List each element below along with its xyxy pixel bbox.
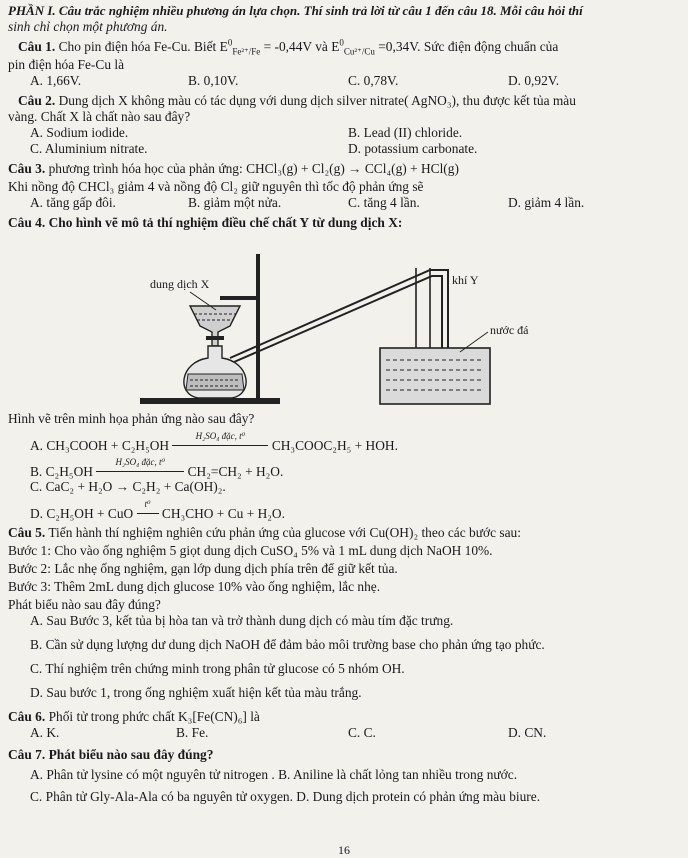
- question-5-option-a[interactable]: A. Sau Bước 3, kết tủa bị hòa tan và trở thành dung dịch có màu tím đặc trưng.: [30, 613, 454, 628]
- question-4-number: Câu 4.: [8, 215, 46, 230]
- question-1-stem: [18, 37, 559, 57]
- question-3-option-b[interactable]: B. giảm một nửa.: [188, 195, 282, 210]
- question-6-stem: [8, 710, 260, 723]
- question-1-text: Cho pin điện hóa Fe-Cu. Biết E: [58, 39, 228, 54]
- option-a-products: CH₃COOC₂H₅ + HOH.: [271, 438, 398, 453]
- option-b-arrow: [96, 458, 184, 478]
- question-2-number: Câu 2.: [18, 93, 56, 108]
- question-2-option-d[interactable]: D. potassium carbonate.: [348, 141, 478, 156]
- question-5-text: Tiến hành thí nghiệm nghiên cứu phản ứng của glucose với Cu(OH)₂ theo các bước sau:: [48, 525, 521, 540]
- stand-rod: [256, 254, 260, 404]
- question-7-stem: [8, 748, 213, 761]
- option-d-products: CH₃CHO + Cu + H₂O.: [161, 506, 285, 521]
- question-3-option-a[interactable]: A. tăng gấp đôi.: [30, 195, 116, 210]
- question-2-option-a[interactable]: A. Sodium iodide.: [30, 125, 129, 140]
- e1-value: = -0,44V: [263, 39, 312, 54]
- question-6-option-c[interactable]: C. C.: [348, 725, 376, 740]
- e2-sub: Cu²⁺/Cu: [343, 46, 375, 57]
- option-d-condition: t⁰: [144, 499, 151, 509]
- option-a-condition: H₂SO₄ đặc, t⁰: [195, 431, 246, 441]
- question-1-option-a[interactable]: A. 1,66V.: [30, 73, 82, 88]
- question-4-option-b[interactable]: [30, 458, 283, 478]
- question-1-option-b[interactable]: B. 0,10V.: [188, 73, 239, 88]
- question-6-text: Phối tử trong phức chất K₃[Fe(CN)₆] là: [48, 709, 260, 724]
- question-7-options-cd[interactable]: C. Phân tử Gly-Ala-Ala có ba nguyên tử oxygen. D. Dung dịch protein có phản ứng màu biure.: [30, 789, 541, 804]
- e2-sup: 0: [339, 37, 344, 48]
- e2-prefix: và E: [315, 39, 340, 54]
- question-4-option-d[interactable]: [30, 500, 285, 520]
- question-6-number: Câu 6.: [8, 709, 46, 724]
- stand-base: [140, 398, 280, 404]
- question-2-stem-2: vàng. Chất X là chất nào sau đây?: [8, 109, 191, 124]
- distillation-apparatus-figure: [130, 248, 570, 408]
- question-1-option-c[interactable]: C. 0,78V.: [348, 73, 399, 88]
- question-1-number: Câu 1.: [18, 39, 56, 54]
- stand-clamp: [220, 296, 260, 300]
- question-1-option-d[interactable]: D. 0,92V.: [508, 73, 560, 88]
- question-4-text: Cho hình vẽ mô tả thí nghiệm điều chế chất Y từ dung dịch X:: [48, 215, 403, 230]
- label-khi-y: khí Y: [452, 273, 479, 287]
- page-number: 16: [338, 843, 350, 857]
- e1-sup: 0: [227, 37, 233, 48]
- option-a-reactants: A. CH₃COOH + C₂H₅OH: [30, 438, 170, 453]
- section-header-line1: PHẦN I. Câu trắc nghiệm nhiều phương án lựa chọn. Thí sinh trả lời từ câu 1 đến câu 18. Mỗi câu hỏi thí: [8, 3, 583, 18]
- question-7-number: Câu 7.: [8, 747, 46, 762]
- question-3-option-c[interactable]: C. tăng 4 lần.: [348, 195, 420, 210]
- question-3-text: phương trình hóa học của phản ứng: CHCl₃(g) + Cl₂(g) → CCl₄(g) + HCl(g): [48, 161, 459, 176]
- question-5-number: Câu 5.: [8, 525, 46, 540]
- question-6-option-a[interactable]: A. K.: [30, 725, 60, 740]
- label-dung-dich-x: dung dịch X: [150, 277, 210, 291]
- ice-bath: [380, 348, 490, 404]
- question-4-ask: Hình vẽ trên minh họa phản ứng nào sau đây?: [8, 411, 255, 426]
- question-5-option-b[interactable]: B. Cần sử dụng lượng dư dung dịch NaOH để đảm bảo môi trường base cho phản ứng tạo phức.: [30, 637, 545, 652]
- option-b-condition: H₂SO₄ đặc, t⁰: [115, 457, 166, 467]
- question-5-option-d[interactable]: D. Sau bước 1, trong ống nghiệm xuất hiện kết tủa màu trắng.: [30, 685, 362, 700]
- option-b-products: CH₂=CH₂ + H₂O.: [187, 464, 284, 479]
- section-header-line2: sinh chỉ chọn một phương án.: [8, 19, 168, 34]
- option-a-arrow: [172, 432, 268, 452]
- question-5-stem: [8, 526, 521, 539]
- question-3-stem-2: Khi nồng độ CHCl₃ giảm 4 và nồng độ Cl₂ giữ nguyên thì tốc độ phản ứng sẽ: [8, 179, 424, 194]
- question-5-step-2: Bước 2: Lắc nhẹ ống nghiệm, gạn lớp dung dịch phía trên để giữ kết tủa.: [8, 561, 398, 576]
- question-3-option-d[interactable]: D. giảm 4 lần.: [508, 195, 585, 210]
- question-6-option-d[interactable]: D. CN.: [508, 725, 547, 740]
- option-d-arrow: [137, 500, 159, 520]
- option-d-reactants: D. C₂H₅OH + CuO: [30, 506, 134, 521]
- label-nuoc-da: nước đá: [490, 323, 529, 337]
- question-2-option-b[interactable]: B. Lead (II) chloride.: [348, 125, 463, 140]
- question-5-step-1: Bước 1: Cho vào ống nghiệm 5 giọt dung dịch CuSO₄ 5% và 1 mL dung dịch NaOH 10%.: [8, 543, 493, 558]
- question-6-option-b[interactable]: B. Fe.: [176, 725, 209, 740]
- e2-value: =0,34V. Sức điện động chuẩn của: [378, 39, 559, 54]
- question-4-stem: [8, 216, 402, 229]
- question-5-ask: Phát biểu nào sau đây đúng?: [8, 597, 161, 612]
- e1-sub: Fe²⁺/Fe: [232, 46, 261, 57]
- question-7-text: Phát biểu nào sau đây đúng?: [48, 747, 214, 762]
- option-b-reactants: B. C₂H₅OH: [30, 464, 93, 479]
- question-2-stem: [18, 94, 576, 107]
- question-5-option-c[interactable]: C. Thí nghiệm trên chứng minh trong phân tử glucose có 5 nhóm OH.: [30, 661, 405, 676]
- question-1-stem-2: pin điện hóa Fe-Cu là: [8, 57, 125, 72]
- question-3-stem: [8, 162, 459, 175]
- question-2-text: Dung dịch X không màu có tác dụng với dung dịch silver nitrate( AgNO₃), thu được kết tủa màu: [58, 93, 576, 108]
- question-4-option-c[interactable]: C. CaC₂ + H₂O → C₂H₂ + Ca(OH)₂.: [30, 479, 226, 494]
- question-3-number: Câu 3.: [8, 161, 46, 176]
- question-5-step-3: Bước 3: Thêm 2mL dung dịch glucose 10% vào ống nghiệm, lắc nhẹ.: [8, 579, 381, 594]
- question-4-option-a[interactable]: [30, 432, 398, 452]
- question-7-options-ab[interactable]: A. Phân tử lysine có một nguyên tử nitrogen . B. Aniline là chất lỏng tan nhiều trong nước.: [30, 767, 518, 782]
- question-2-option-c[interactable]: C. Aluminium nitrate.: [30, 141, 148, 156]
